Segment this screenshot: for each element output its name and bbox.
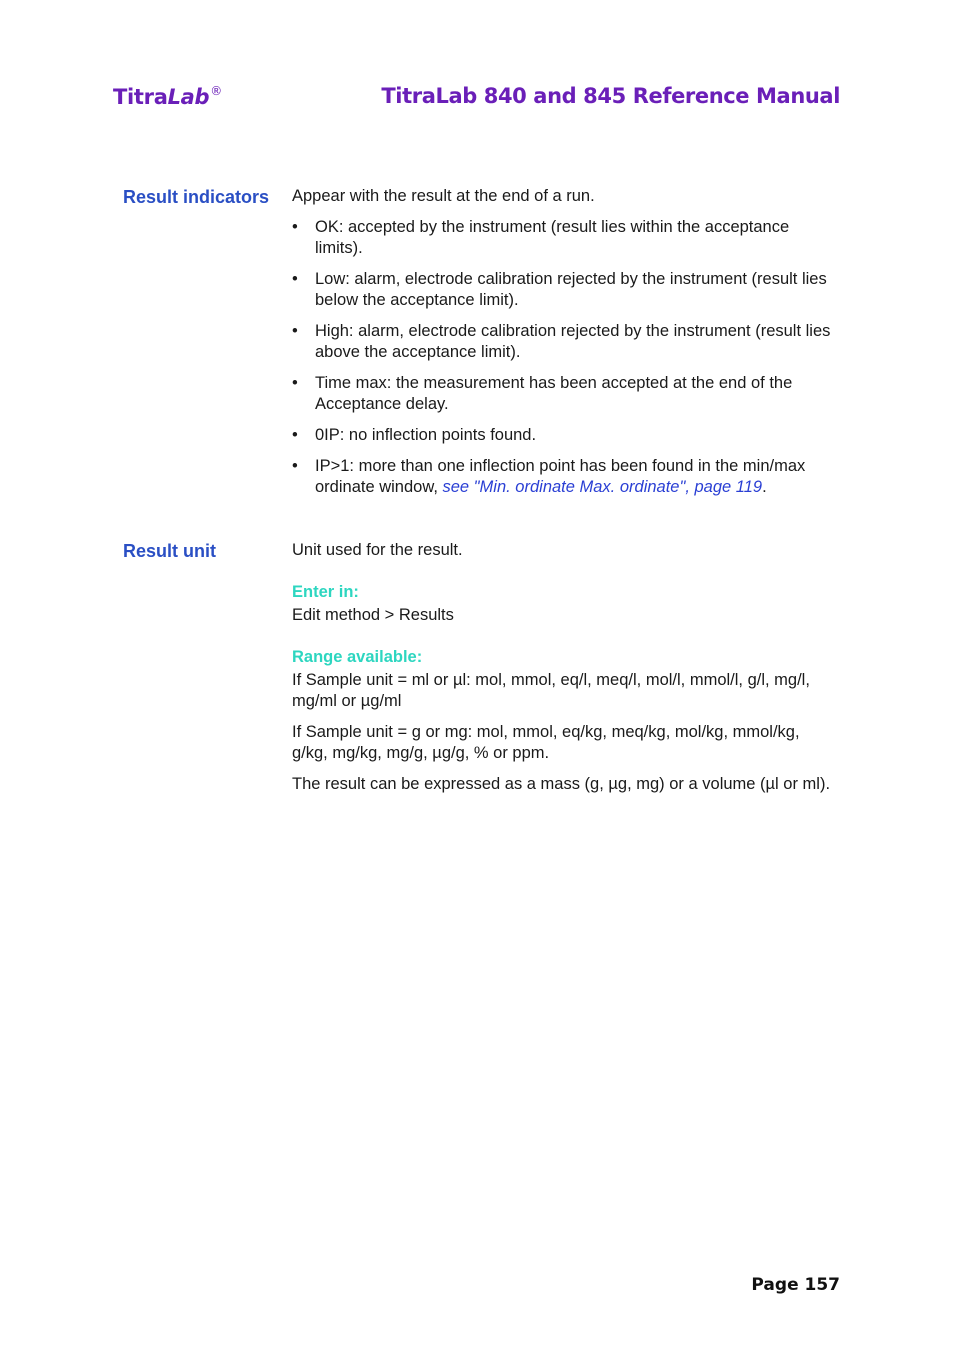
list-item: • Low: alarm, electrode calibration rejected by the instrument (result lies below the acceptance limit). bbox=[292, 270, 827, 309]
result-unit-label: Result unit bbox=[123, 541, 216, 561]
range-ml-text: If Sample unit = ml or µl: mol, mmol, eq/l, meq/l, mol/l, mmol/l, g/l, mg/l, mg/ml or µg/ml bbox=[292, 671, 810, 710]
registered-mark: ® bbox=[210, 84, 222, 98]
list-item: • High: alarm, electrode calibration rejected by the instrument (result lies above the acceptance limit). bbox=[292, 322, 831, 361]
list-item: • 0IP: no inflection points found. bbox=[292, 426, 537, 444]
list-item: • IP>1: more than one inflection point has been found in the min/max ordinate window, see "Min. ordinate Max. ordinate", page 119. bbox=[292, 457, 806, 496]
manual-title: TitraLab 840 and 845 Reference Manual bbox=[381, 84, 840, 108]
page-number: Page 157 bbox=[751, 1275, 840, 1295]
brand-logo bbox=[113, 84, 222, 109]
enter-in-heading: Enter in: bbox=[292, 583, 359, 601]
brand-titra: Titra bbox=[113, 85, 168, 109]
range-available-heading: Range available: bbox=[292, 648, 423, 666]
enter-in-value: Edit method > Results bbox=[292, 606, 454, 624]
result-indicators-body bbox=[292, 186, 837, 508]
result-indicators-list bbox=[292, 217, 837, 498]
result-indicators-intro: Appear with the result at the end of a run. bbox=[292, 187, 595, 205]
min-max-ordinate-link[interactable]: see "Min. ordinate Max. ordinate", page 119 bbox=[442, 478, 763, 496]
result-unit-body bbox=[292, 540, 837, 805]
list-item: • OK: accepted by the instrument (result lies within the acceptance limits). bbox=[292, 218, 790, 257]
brand-lab: Lab bbox=[167, 85, 210, 109]
list-item: • Time max: the measurement has been accepted at the end of the Acceptance delay. bbox=[292, 374, 793, 413]
range-g-text: If Sample unit = g or mg: mol, mmol, eq/kg, meq/kg, mol/kg, mmol/kg, g/kg, mg/kg, mg/g, µg/g, % or ppm. bbox=[292, 723, 800, 762]
result-unit-intro: Unit used for the result. bbox=[292, 541, 463, 559]
mass-volume-text: The result can be expressed as a mass (g, µg, mg) or a volume (µl or ml). bbox=[292, 775, 831, 793]
result-indicators-label: Result indicators bbox=[123, 187, 270, 207]
